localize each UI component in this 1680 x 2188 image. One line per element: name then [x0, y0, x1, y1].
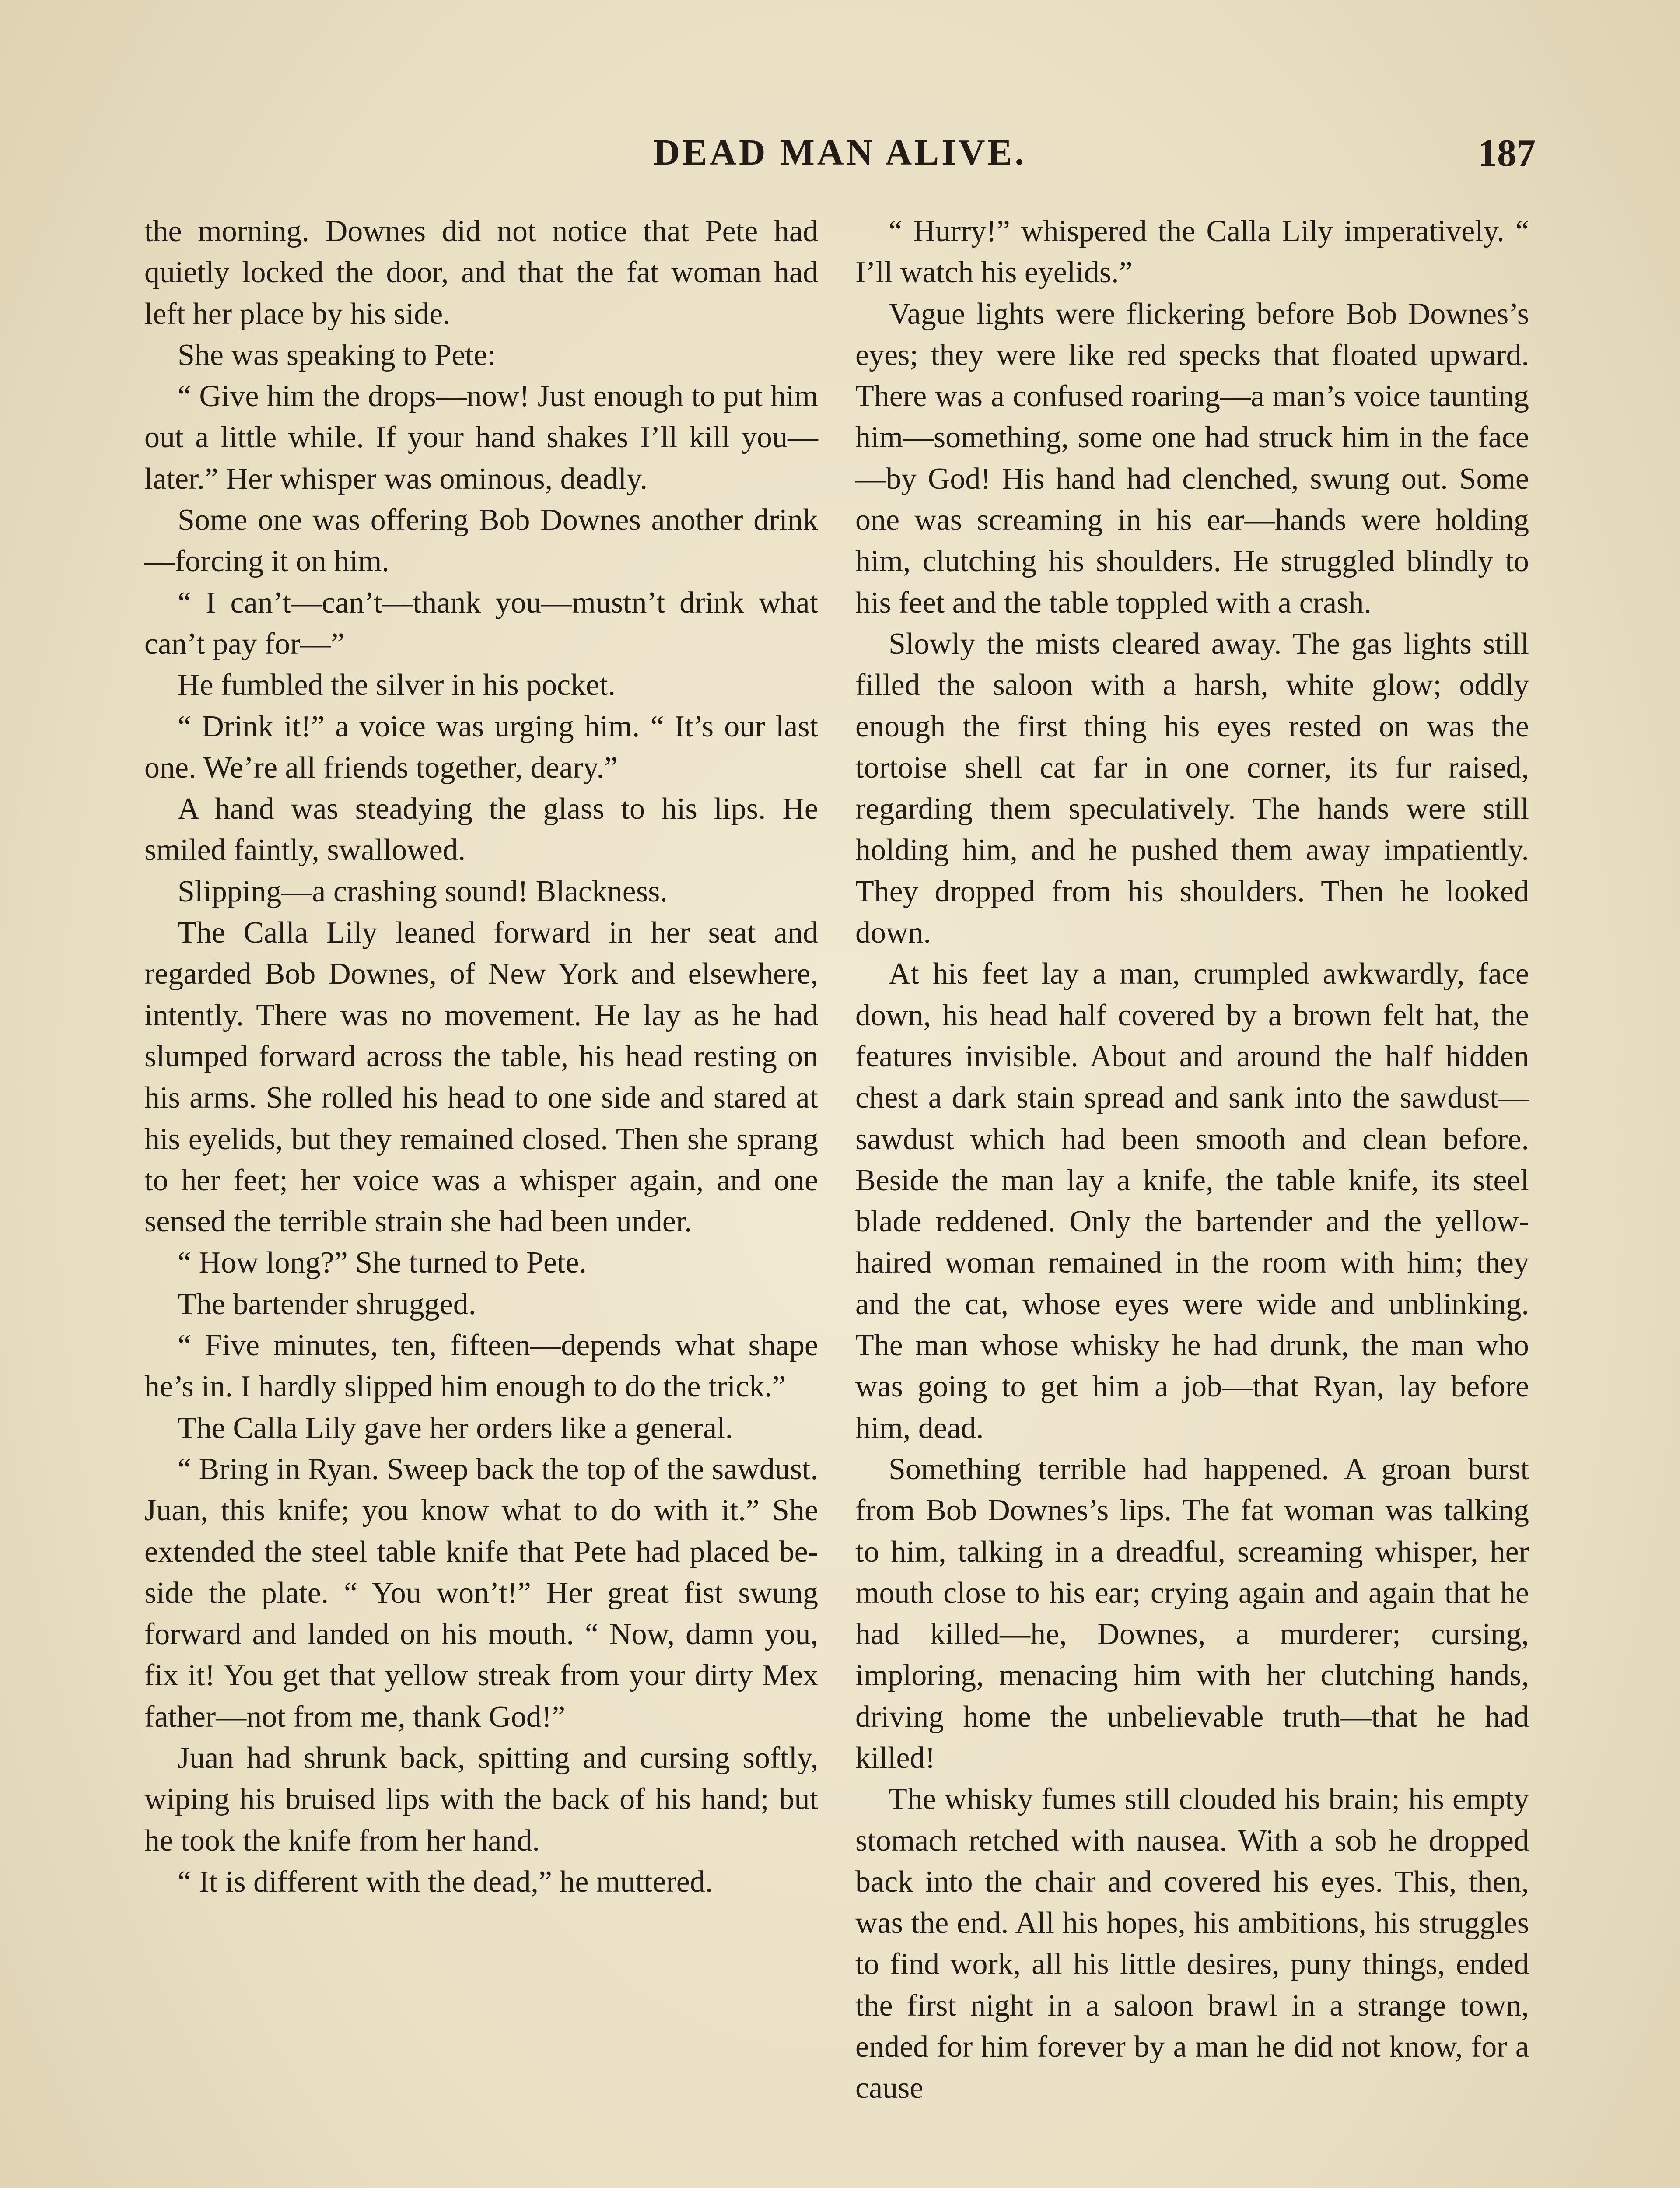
- page-header: [144, 131, 1536, 179]
- paragraph: Slipping—a crashing sound! Blackness.: [178, 874, 668, 908]
- paragraph: “ It is different with the dead,” he muttered.: [178, 1865, 713, 1899]
- paragraph: He fumbled the silver in his pocket.: [178, 668, 616, 702]
- paragraph: Some one was offering Bob Downes another drink—forcing it on him.: [144, 503, 818, 579]
- paragraph: “ Drink it!” a voice was urging him. “ It’s our last one. We’re all friends together, deary.”: [144, 709, 818, 785]
- paragraph: The Calla Lily leaned forward in her seat and regarded Bob Downes, of New York and elsewhere, intently. There was no movement. He lay as he had slumped forward across the table, his head resting on his arms. She rolled his head to one side and stared at his eyelids, but they remained closed. Then she sprang to her feet; her voice was a whisper again, and one sensed the terrible strain she had been under.: [144, 916, 818, 1239]
- text-column-left: [144, 211, 818, 1903]
- paragraph: The whisky fumes still clouded his brain; his empty stomach retched with nausea. With a sob he dropped back into the chair and covered his eyes. This, then, was the end. All his hopes, his ambitions, his struggles to find work, all his little desires, puny things, ended the first night in a saloon brawl in a strange town, ended for him forever by a man he did not know, for a cause: [855, 1782, 1529, 2105]
- text-column-right: [855, 211, 1529, 2109]
- paragraph: Slowly the mists cleared away. The gas lights still filled the saloon with a harsh, white glow; oddly enough the first thing his eyes rested on was the tortoise shell cat far in one corner, its fur raised, regarding them speculatively. The hands were still holding him, and he pushed them away impatiently. They dropped from his shoulders. Then he looked down.: [855, 627, 1529, 950]
- paragraph: The bartender shrugged.: [178, 1287, 476, 1321]
- paragraph: A hand was steadying the glass to his lips. He smiled faintly, swallowed.: [144, 792, 818, 867]
- paragraph: the morning. Downes did not notice that Pete had quietly locked the door, and that the fat woman had left her place by his side.: [144, 214, 818, 331]
- paragraph: “ Five minutes, ten, fifteen—depends what shape he’s in. I hardly slipped him enough to do the trick.”: [144, 1329, 818, 1404]
- paragraph: The Calla Lily gave her orders like a general.: [178, 1411, 733, 1445]
- paragraph: Juan had shrunk back, spitting and cursing softly, wiping his bruised lips with the back of his hand; but he took the knife from her hand.: [144, 1741, 818, 1858]
- running-head: DEAD MAN ALIVE.: [653, 132, 1027, 173]
- paragraph: At his feet lay a man, crumpled awkwardly, face down, his head half covered by a brown felt hat, the features invisible. About and around the half hidden chest a dark stain spread and sank into the sawdust—sawdust which had been smooth and clean before. Beside the man lay a knife, the table knife, its steel blade reddened. Only the bartender and the yellow-haired woman remained in the room with him; they and the cat, whose eyes were wide and unblinking. The man whose whisky he had drunk, the man who was going to get him a job—that Ryan, lay before him, dead.: [855, 957, 1529, 1445]
- paragraph: “ How long?” She turned to Pete.: [178, 1246, 587, 1280]
- paragraph: “ Bring in Ryan. Sweep back the top of the sawdust. Juan, this knife; you know what to do with it.” She extended the steel table knife that Pete had placed beside the plate. “ You won’t!” Her great fist swung forward and landed on his mouth. “ Now, damn you, fix it! You get that yellow streak from your dirty Mex father—not from me, thank God!”: [144, 1452, 818, 1734]
- page-number: 187: [1478, 132, 1536, 175]
- paragraph: “ Give him the drops—now! Just enough to put him out a little while. If your hand shakes I’ll kill you—later.” Her whisper was ominous, deadly.: [144, 379, 818, 496]
- paragraph: “ I can’t—can’t—thank you—mustn’t drink what can’t pay for—”: [144, 586, 818, 661]
- paragraph: Something terrible had happened. A groan burst from Bob Downes’s lips. The fat woman was talking to him, talking in a dreadful, screaming whisper, her mouth close to his ear; crying again and again that he had killed—he, Downes, a murderer; cursing, imploring, menacing him with her clutching hands, driving home the unbelievable truth—that he had killed!: [855, 1452, 1529, 1775]
- paragraph: She was speaking to Pete:: [178, 338, 496, 372]
- paragraph: “ Hurry!” whispered the Calla Lily imperatively. “ I’ll watch his eyelids.”: [855, 214, 1529, 290]
- paragraph: Vague lights were flickering before Bob Downes’s eyes; they were like red specks that floated upward. There was a confused roaring—a man’s voice taunting him—something, some one had struck him in the face—by God! His hand had clenched, swung out. Some one was screaming in his ear—hands were holding him, clutching his shoulders. He struggled blindly to his feet and the table toppled with a crash.: [855, 297, 1529, 620]
